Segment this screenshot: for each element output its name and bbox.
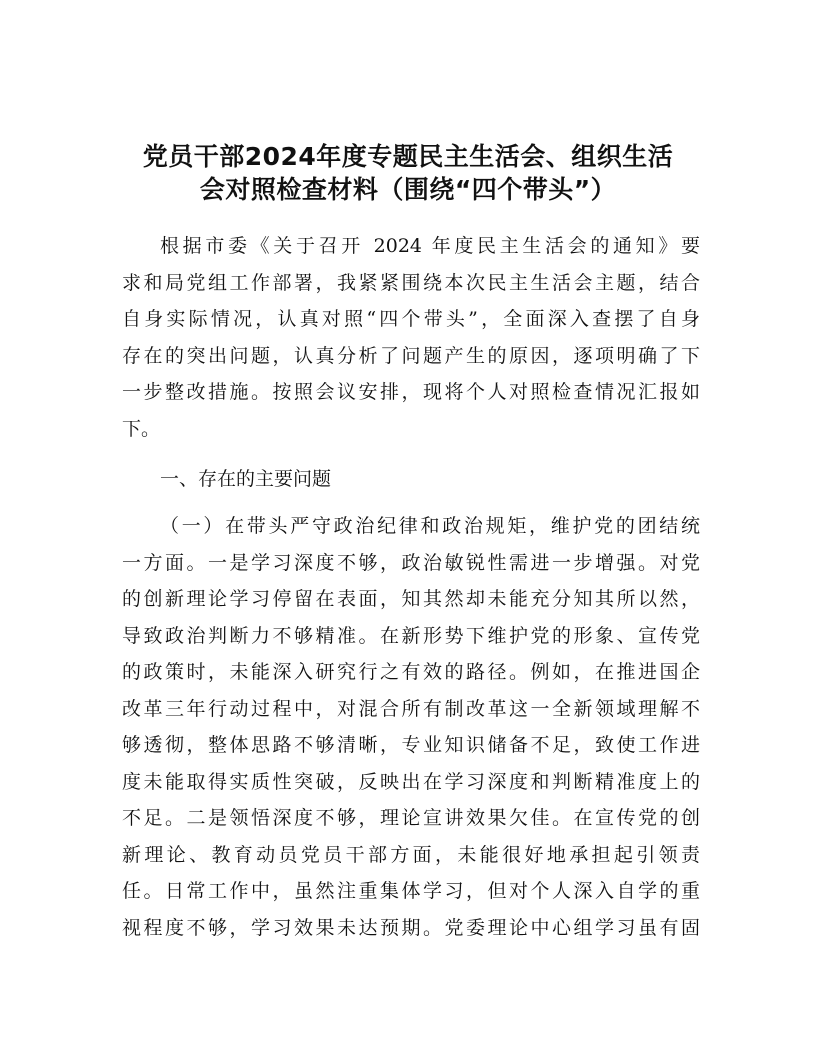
paragraph-line: 不足。二是领悟深度不够，理论宣讲效果欠佳。在宣传党的创 bbox=[122, 807, 700, 829]
section-heading: 一、存在的主要问题 bbox=[160, 468, 332, 490]
paragraph-line: 视程度不够，学习效果未达预期。党委理论中心组学习虽有固 bbox=[122, 916, 700, 939]
paragraph-line: 的政策时，未能深入研究行之有效的路径。例如，在推进国企 bbox=[122, 661, 700, 683]
paragraph-line: 度未能取得实质性突破，反映出在学习深度和判断精准度上的 bbox=[122, 770, 700, 793]
intro-line: 求和局党组工作部署，我紧紧围绕本次民主生活会主题，结合 bbox=[122, 271, 700, 294]
intro-line: 根据市委《关于召开 2024 年度民主生活会的通知》要 bbox=[160, 235, 700, 257]
paragraph-line: 任。日常工作中，虽然注重集体学习，但对个人深入自学的重 bbox=[122, 880, 700, 902]
intro-line: 存在的突出问题，认真分析了问题产生的原因，逐项明确了下 bbox=[122, 344, 700, 367]
title-line: 会对照检查材料（围绕“四个带头”） bbox=[199, 175, 617, 204]
body-paragraph bbox=[122, 508, 700, 946]
intro-line: 自身实际情况，认真对照“四个带头”，全面深入查摆了自身 bbox=[122, 308, 700, 330]
paragraph-line: 导致政治判断力不够精准。在新形势下维护党的形象、宣传党 bbox=[122, 624, 700, 647]
paragraph-line: 够透彻，整体思路不够清晰，专业知识储备不足，致使工作进 bbox=[122, 734, 700, 756]
title-line: 党员干部2024年度专题民主生活会、组织生活 bbox=[142, 142, 674, 171]
paragraph-line: 的创新理论学习停留在表面，知其然却未能充分知其所以然， bbox=[122, 588, 700, 610]
intro-line: 下。 bbox=[122, 417, 161, 440]
intro-paragraph bbox=[122, 228, 700, 447]
paragraph-line: 改革三年行动过程中，对混合所有制改革这一全新领域理解不 bbox=[122, 697, 700, 720]
paragraph-line: 一方面。一是学习深度不够，政治敏锐性需进一步增强。对党 bbox=[122, 551, 700, 574]
document-title bbox=[100, 140, 716, 206]
intro-line: 一步整改措施。按照会议安排，现将个人对照检查情况汇报如 bbox=[122, 381, 700, 403]
paragraph-line: （一）在带头严守政治纪律和政治规矩，维护党的团结统 bbox=[160, 515, 700, 537]
paragraph-line: 新理论、教育动员党员干部方面，未能很好地承担起引领责 bbox=[122, 843, 700, 866]
